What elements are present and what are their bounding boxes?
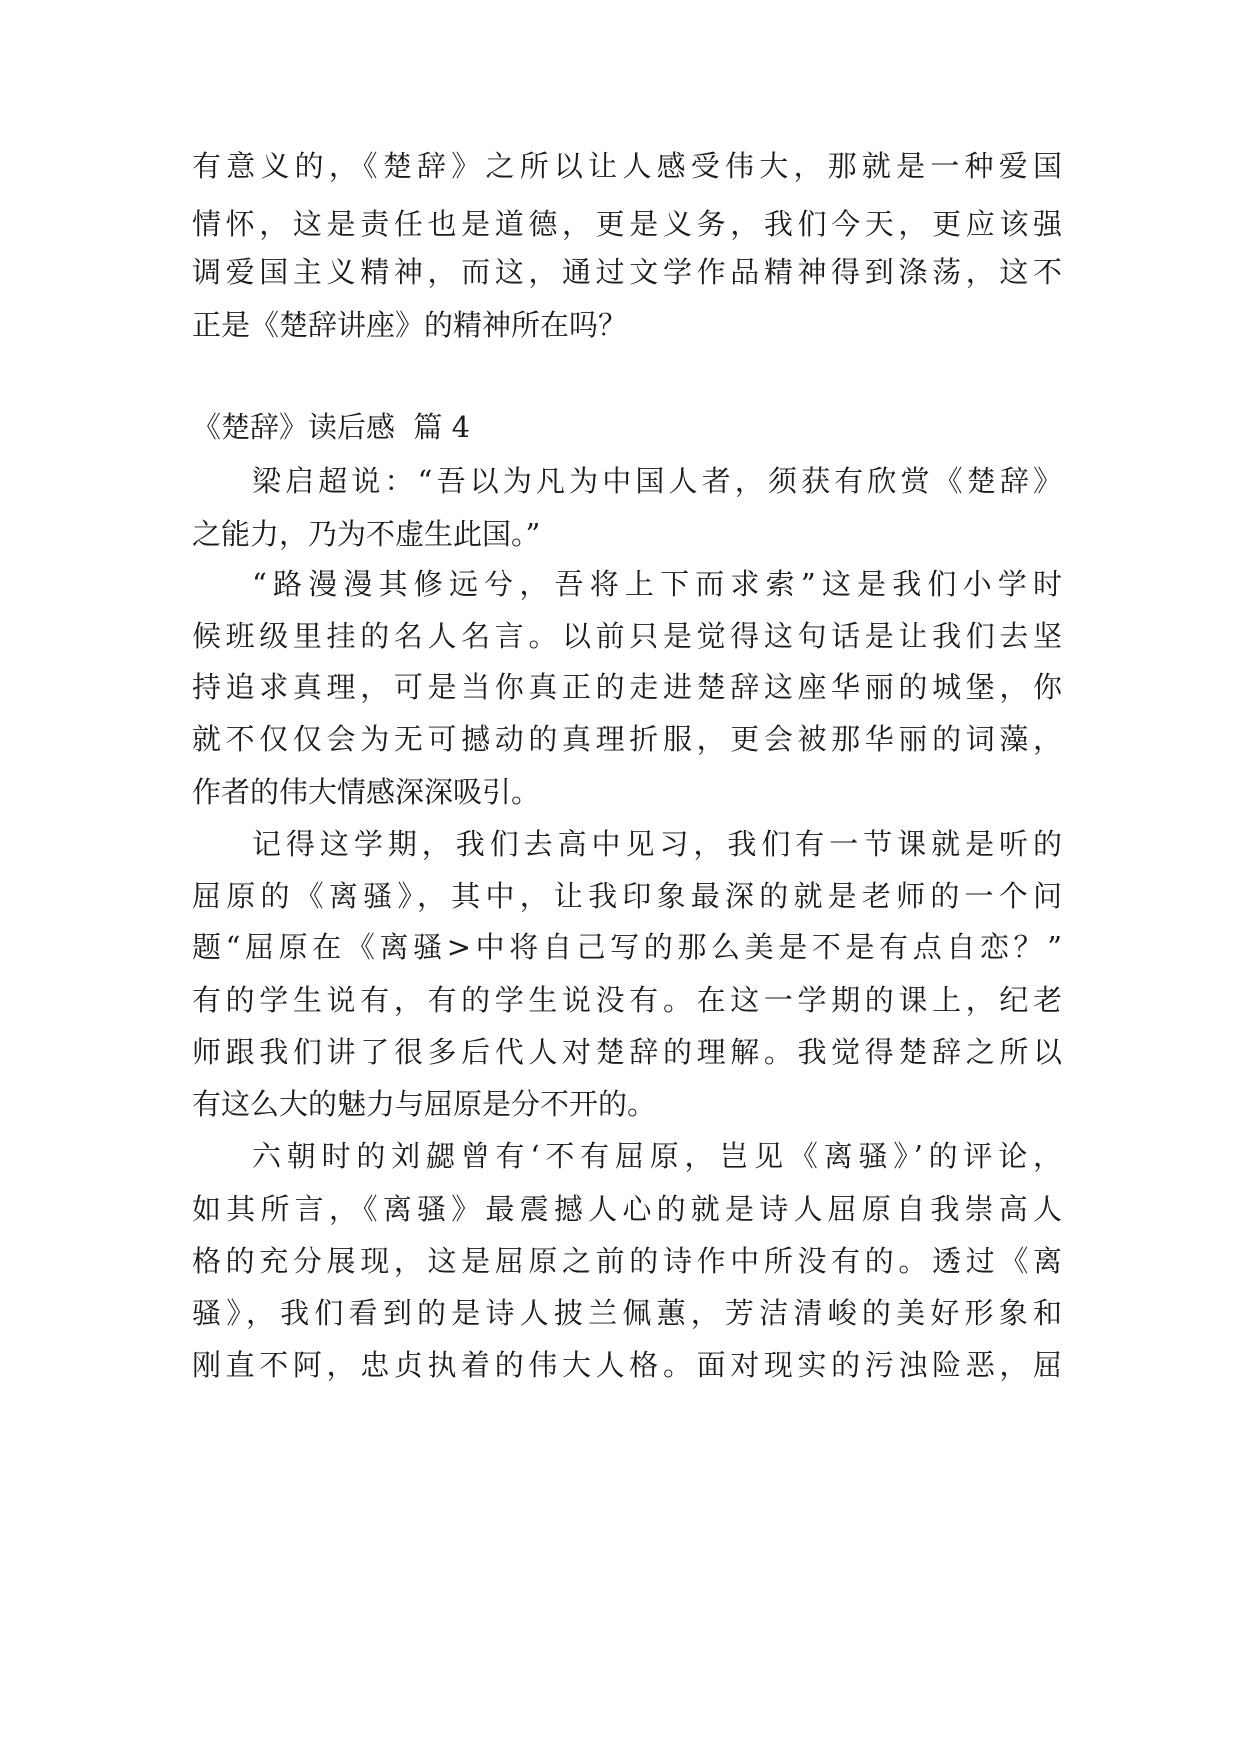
paragraph-line: 梁启超说：“吾以为凡为中国人者，须获有欣赏《楚辞》 [252,464,1062,498]
paragraph-line: 如其所言，《离骚》最震撼人心的就是诗人屈原自我崇高人 [192,1192,1062,1226]
paragraph-line: “路漫漫其修远兮，吾将上下而求索”这是我们小学时 [252,567,1062,601]
intro-line: 调爱国主义精神，而这，通过文学作品精神得到涤荡，这不 [192,255,1062,289]
paragraph-line: 记得这学期，我们去高中见习，我们有一节课就是听的 [252,827,1062,861]
paragraph-line: 刚直不阿，忠贞执着的伟大人格。面对现实的污浊险恶，屈 [192,1348,1062,1382]
intro-line: 有意义的，《楚辞》之所以让人感受伟大，那就是一种爱国 [192,149,1062,183]
paragraph-line: 候班级里挂的名人名言。以前只是觉得这句话是让我们去坚 [192,619,1062,653]
paragraph-line: 师跟我们讲了很多后代人对楚辞的理解。我觉得楚辞之所以 [192,1035,1062,1069]
paragraph-line: 有的学生说有，有的学生说没有。在这一学期的课上，纪老 [192,983,1062,1017]
paragraph-line: 六朝时的刘勰曾有‘不有屈原，岂见《离骚》’的评论， [252,1139,1062,1173]
paragraph-line: 持追求真理，可是当你真正的走进楚辞这座华丽的城堡，你 [192,670,1062,704]
paragraph-line: 有这么大的魅力与屈原是分不开的。 [192,1087,657,1121]
paragraph-line: 屈原的《离骚》，其中，让我印象最深的就是老师的一个问 [192,879,1062,913]
paragraph-line: 就不仅仅会为无可撼动的真理折服，更会被那华丽的词藻， [192,722,1062,756]
paragraph-line: 题“屈原在《离骚>中将自己写的那么美是不是有点自恋？” [192,930,1062,964]
paragraph-line: 骚》，我们看到的是诗人披兰佩蕙，芳洁清峻的美好形象和 [192,1296,1062,1330]
section-heading: 《楚辞》读后感 篇 4 [192,410,471,444]
paragraph-line: 之能力，乃为不虚生此国。” [192,517,541,551]
intro-line: 情怀，这是责任也是道德，更是义务，我们今天，更应该强 [192,207,1062,241]
paragraph-line: 作者的伟大情感深深吸引。 [192,775,541,809]
intro-line: 正是《楚辞讲座》的精神所在吗？ [192,308,628,342]
paragraph-line: 格的充分展现，这是屈原之前的诗作中所没有的。透过《离 [192,1244,1062,1278]
